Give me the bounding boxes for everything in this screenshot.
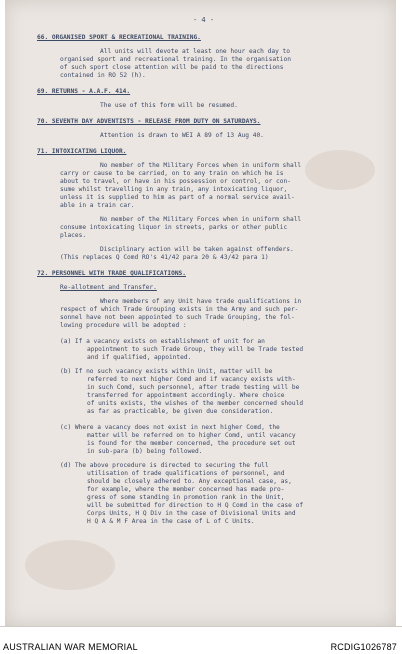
- document-line: Corps Units, H Q Div in the case of Divisional Units and: [87, 510, 296, 517]
- document-line: 66. ORGANISED SPORT & RECREATIONAL TRAINING.: [37, 34, 201, 41]
- document-line: unless it is supplied to him as part of a normal service avail-: [60, 194, 295, 201]
- document-line: (c) Where a vacancy does not exist in next higher Comd, the: [60, 424, 280, 431]
- document-line: 71. INTOXICATING LIQUOR.: [37, 148, 127, 155]
- document-line: No member of the Military Forces when in uniform shall: [100, 162, 302, 169]
- document-line: Disciplinary action will be taken against offenders.: [100, 246, 294, 253]
- document-line: (This replaces Q Comd RO's 41/42 para 20 & 43/42 para 1): [60, 254, 269, 261]
- document-line: will be submitted for direction to H Q Comd in the case of: [87, 502, 304, 509]
- footer-record-id: RCDIG1026787: [330, 642, 397, 652]
- document-line: 72. PERSONNEL WITH TRADE QUALIFICATIONS.: [37, 270, 187, 277]
- document-line: lowing procedure will be adopted :: [60, 322, 187, 329]
- document-line: utilisation of trade qualifications of personnel, and: [87, 470, 285, 477]
- document-line: matter will be referred on to higher Comd, until vacancy: [87, 432, 296, 439]
- document-line: No member of the Military Forces when in uniform shall: [100, 216, 302, 223]
- document-line: (a) If a vacancy exists on establishment of unit for an: [60, 338, 265, 345]
- scanned-document: [5, 0, 396, 626]
- document-line: H Q A & M F Area in the case of L of C Units.: [87, 518, 255, 525]
- document-line: is found for the member concerned, the procedure set out: [87, 440, 296, 447]
- document-line: of units exists, the wishes of the member concerned should: [87, 400, 304, 407]
- document-line: referred to next higher Comd and if vacancy exists with-: [87, 376, 296, 383]
- document-line: (b) If no such vacancy exists within Unit, matter will be: [60, 368, 273, 375]
- document-line: carry or cause to be carried, on to any train on which he is: [60, 170, 284, 177]
- document-line: for example, where the member concerned has made pro-: [87, 486, 285, 493]
- document-line: consume intoxicating liquor in streets, parks or other public: [60, 224, 288, 231]
- document-line: Attention is drawn to WEI A 89 of 13 Aug 40.: [100, 132, 264, 139]
- document-line: organised sport and recreational training. In the organisation: [60, 56, 291, 63]
- document-line: The use of this form will be resumed.: [100, 102, 238, 109]
- document-line: 69. RETURNS - A.A.F. 414.: [37, 88, 131, 95]
- paper-stain: [305, 150, 375, 190]
- footer-bar: [0, 626, 402, 654]
- page-number: - 4 -: [193, 16, 215, 24]
- document-line: 70. SEVENTH DAY ADVENTISTS - RELEASE FROM DUTY ON SATURDAYS.: [37, 118, 261, 125]
- document-line: appointment to such Trade Group, they will be Trade tested: [87, 346, 304, 353]
- document-line: respect of which Trade Grouping exists in the Army and such per-: [60, 306, 299, 313]
- document-line: contained in RO 52 (h).: [60, 72, 146, 79]
- document-line: places.: [60, 232, 87, 239]
- document-line: All units will devote at least one hour each day to: [100, 48, 290, 55]
- document-line: in such Comd, such personnel, after trade testing will be: [87, 384, 300, 391]
- document-line: sume whilst travelling in any train, any intoxicating liquor,: [60, 186, 288, 193]
- document-line: able in a train car.: [60, 202, 135, 209]
- document-line: sonnel have not been appointed to such Trade Grouping, the fol-: [60, 314, 295, 321]
- document-line: Re-allotment and Transfer.: [60, 284, 157, 291]
- document-line: in sub-para (b) being followed.: [87, 448, 203, 455]
- document-line: should be closely adhered to. Any exceptional case, as,: [87, 478, 292, 485]
- document-line: as far as practicable, be given due consideration.: [87, 408, 274, 415]
- document-line: and if qualified, appointed.: [87, 354, 192, 361]
- footer-source: AUSTRALIAN WAR MEMORIAL: [3, 642, 138, 652]
- document-line: of such sport close attention will be paid to the directions: [60, 64, 284, 71]
- document-line: gress of some standing in promotion rank in the Unit,: [87, 494, 285, 501]
- document-line: (d) The above procedure is directed to securing the full: [60, 462, 269, 469]
- document-line: transferred for appointment accordingly. Where choice: [87, 392, 285, 399]
- document-line: about to travel, or have in his possession or control, or con-: [60, 178, 291, 185]
- document-line: Where members of any Unit have trade qualifications in: [100, 298, 302, 305]
- paper-stain: [25, 540, 115, 590]
